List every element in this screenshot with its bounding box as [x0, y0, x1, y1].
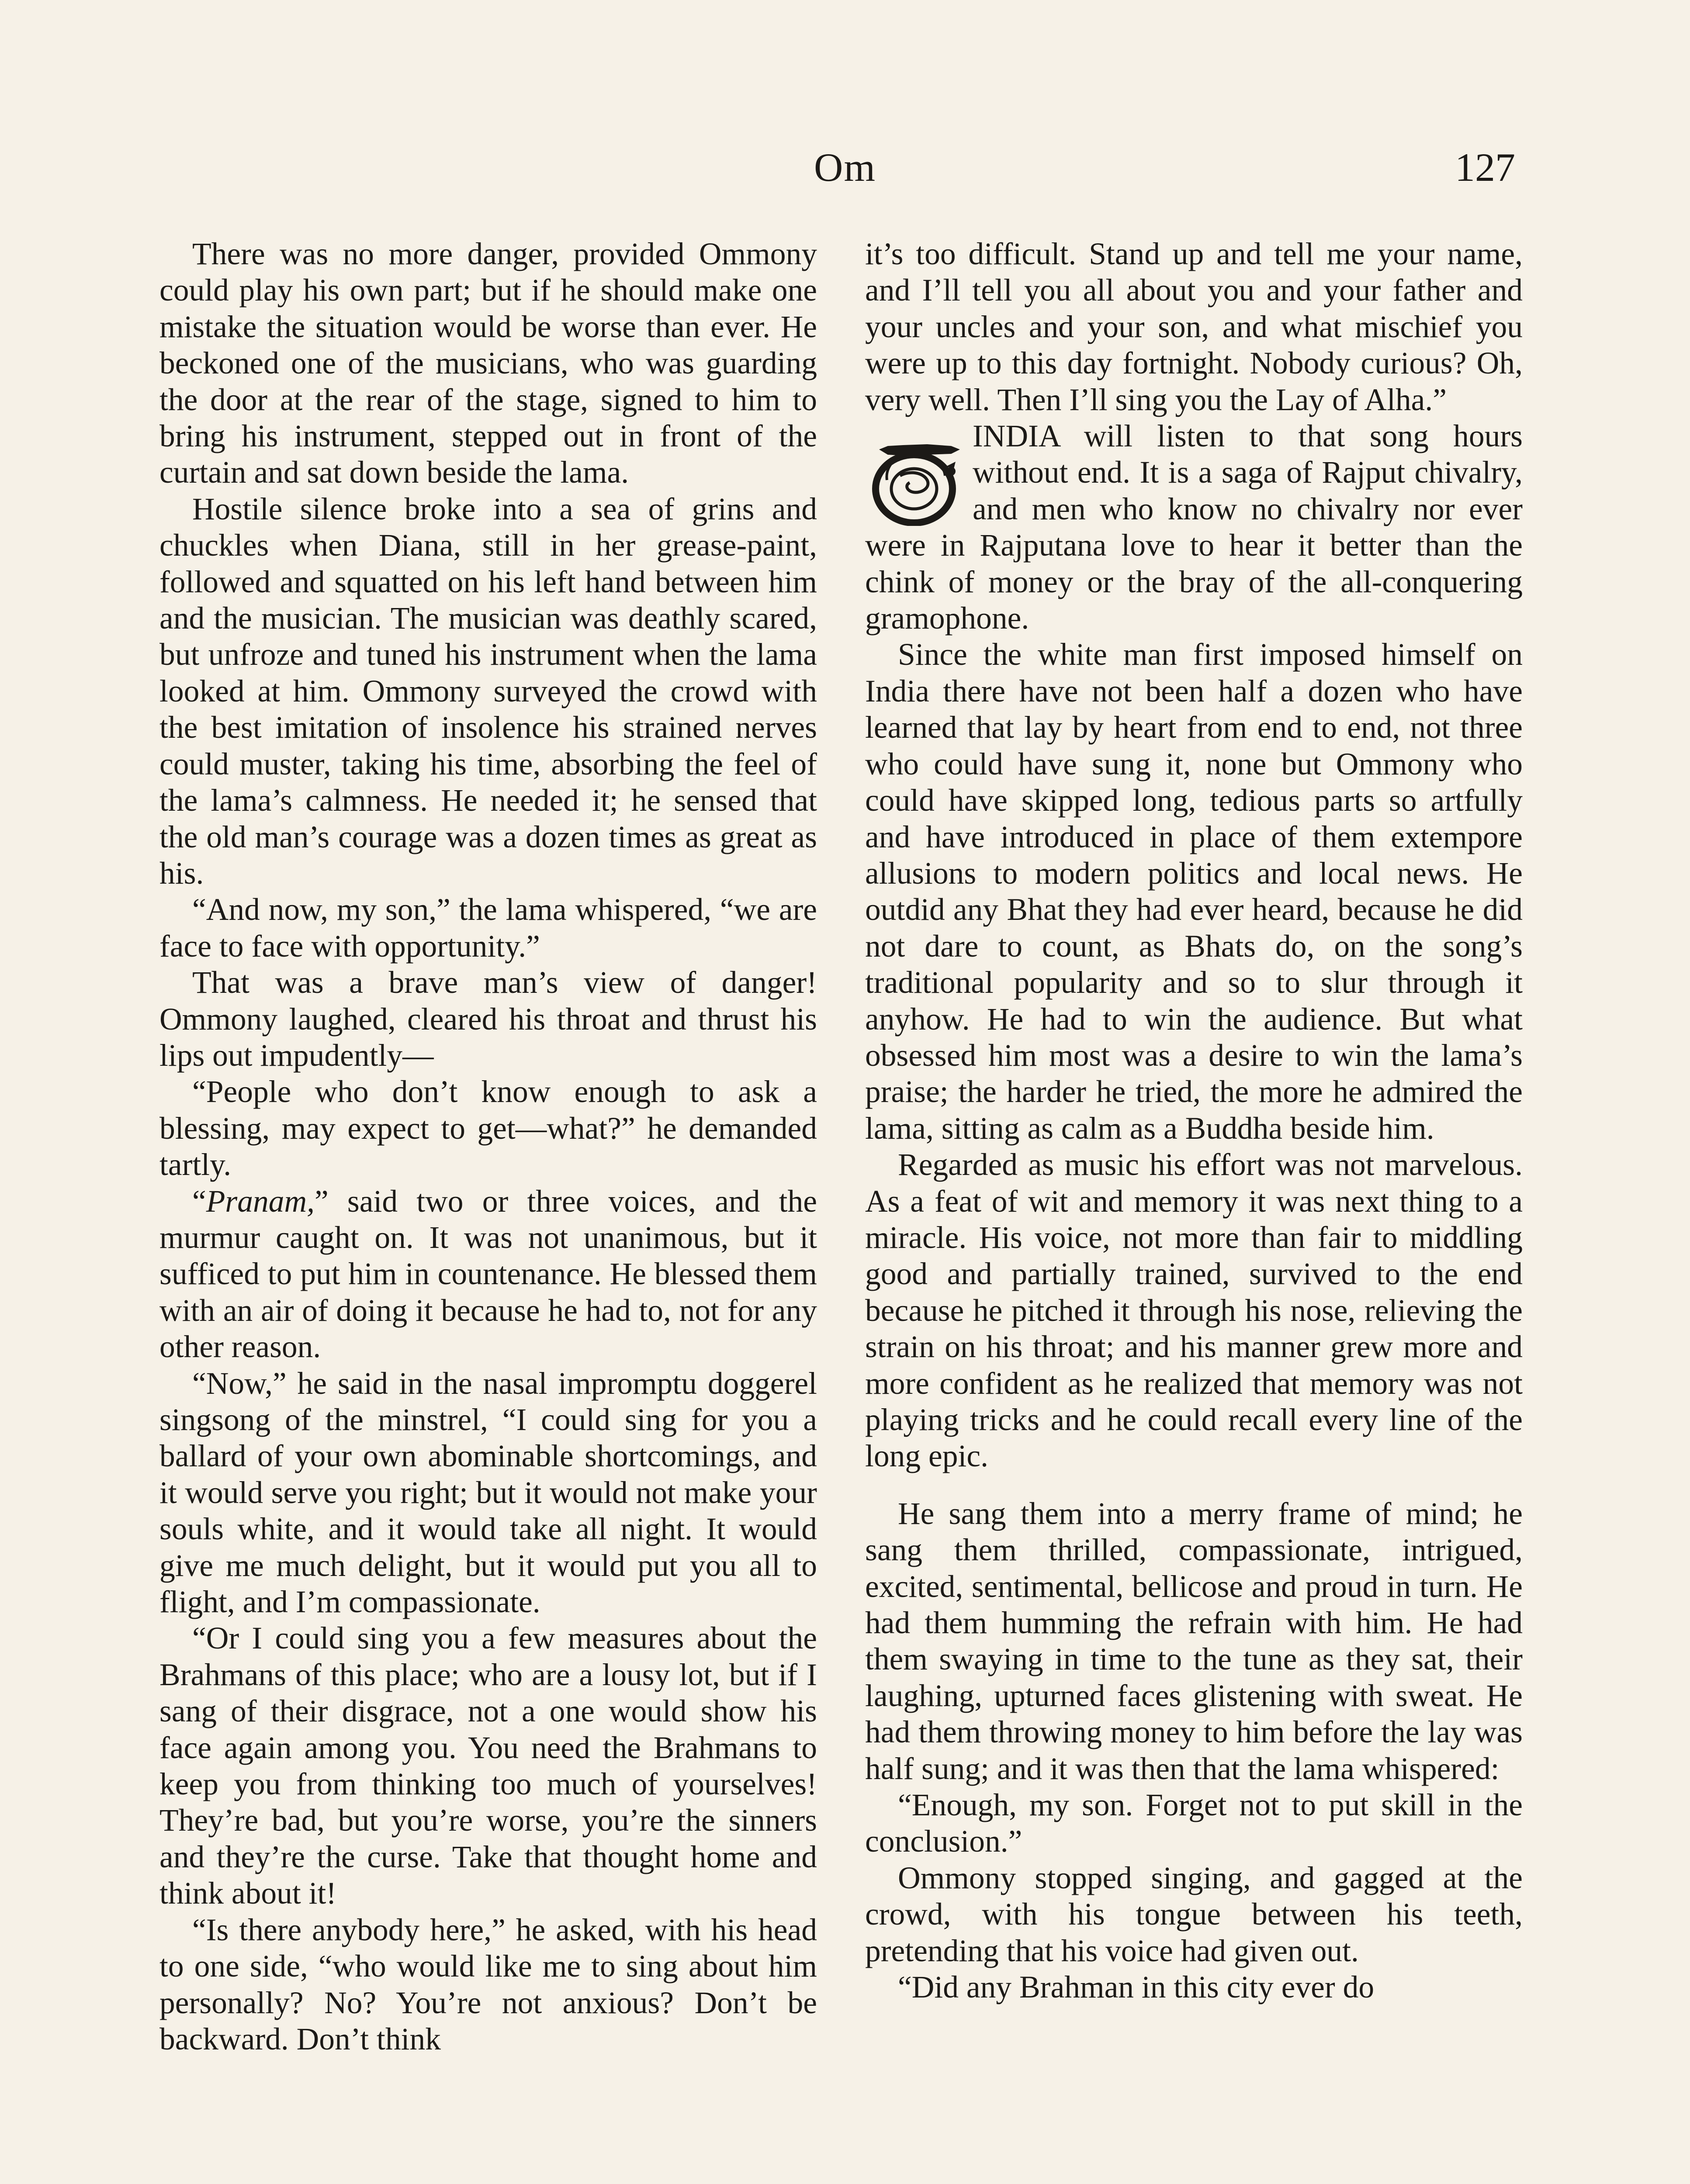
left-column: [159, 236, 817, 2057]
paragraph: There was no more danger, provided Ommony could play his own part; but if he should make one mistake the situation would be worse than ever. He beckoned one of the musicians, who was guarding the door at the rear of the stage, signed to him to bring his instrument, stepped out in front of the curtain and sat down beside the lama.: [159, 237, 817, 490]
ornamental-o-icon: [862, 419, 966, 526]
paragraph-rest: ” said two or three voices, and the murmur caught on. It was not unanimous, but it sufficed to put him in countenance. He blessed them with an air of doing it because he had to, not for any other reason.: [159, 1184, 817, 1365]
dropcap-paragraph: [862, 418, 1523, 636]
paragraph: “People who don’t know enough to ask a blessing, may expect to get—what?” he demanded tartly.: [159, 1075, 817, 1182]
page-header: [0, 144, 1690, 205]
paragraph: That was a brave man’s view of danger! Ommony laughed, cleared his throat and thrust his lips out impudently—: [159, 965, 817, 1073]
quote-open: “: [192, 1184, 206, 1219]
running-title: Om: [814, 145, 876, 190]
paragraph: Ommony stopped singing, and gagged at the crowd, with his tongue between his teeth, pretending that his voice had given out.: [865, 1860, 1523, 1968]
paragraph: He sang them into a merry frame of mind; he sang them thrilled, compassionate, intrigued, excited, sentimental, bellicose and proud in turn. He had them humming the refrain with him. He had them swaying in time to the tune as they sat, their laughing, upturned faces glistening with sweat. He had them throwing money to him before the lay was half sung; and it was then that the lama whispered:: [865, 1496, 1523, 1786]
paragraph: Hostile silence broke into a sea of grins and chuckles when Diana, still in her grease-paint, followed and squatted on his left hand between him and the musician. The musician was deathly scared, but unfroze and tuned his instrument when the lama looked at him. Ommony surveyed the crowd with the best imitation of insolence his strained nerves could muster, taking his time, absorbing the feel of the lama’s calmness. He needed it; he sensed that the old man’s courage was a dozen times as great as his.: [159, 491, 817, 891]
paragraph: “Enough, my son. Forget not to put skill in the conclusion.”: [865, 1788, 1523, 1859]
paragraph: “Did any Brahman in this city ever do: [898, 1970, 1375, 2005]
paragraph-pranam: [159, 1183, 817, 1365]
paragraph: Since the white man first imposed himself on India there have not been half a dozen who have learned that lay by heart from end to end, not three who could have sung it, none but Ommony who could have skipped long, tedious parts so artfully and have introduced in place of them extempore allusions to modern politics and local news. He outdid any Bhat they had ever heard, because he did not dare to count, as Bhats do, on the song’s traditional popularity and so to slur through it anyhow. He had to win the audience. But what obsessed him most was a desire to win the lama’s praise; the harder he tried, the more he admired the lama, sitting as calm as a Buddha beside him.: [865, 637, 1523, 1146]
paragraph: Regarded as music his effort was not marvelous. As a feat of wit and memory it was next thing to a miracle. His voice, not more than fair to middling good and partially trained, survived to the end because he pitched it through his nose, relieving the strain on his throat; and his manner grew more and more confident as he realized that memory was not playing tricks and he could recall every line of the long epic.: [865, 1147, 1523, 1474]
paragraph: “Is there anybody here,” he asked, with his head to one side, “who would like me to sing about him personally? No? You’re not anxious? Don’t be backward. Don’t think: [159, 1912, 817, 2056]
dropcap-text: INDIA will listen to that song hours without end. It is a saga of Rajput chivalry, and men who know no chivalry nor ever were in Rajputana love to hear it better than the chink of money or the bray of the all-conquering gramophone.: [865, 419, 1523, 636]
paragraph: “And now, my son,” the lama whispered, “we are face to face with opportunity.”: [159, 892, 817, 964]
dropcap-ornament: [862, 419, 966, 526]
page-number: 127: [1455, 145, 1515, 190]
pranam-word: Pranam,: [206, 1184, 315, 1219]
paragraph-continued: it’s too difficult. Stand up and tell me your name, and I’ll tell you all about you and your father and your uncles and your son, and what mischief you were up to this day fortnight. Nobody curious? Oh, very well. Then I’ll sing you the Lay of Alha.”: [865, 237, 1523, 417]
right-column: [862, 236, 1523, 2006]
paragraph: “Or I could sing you a few measures about the Brahmans of this place; who are a lousy lot, but if I sang of their disgrace, not a one would show his face again among you. You need the Brahmans to keep you from thinking too much of yourselves! They’re bad, but you’re worse, you’re the sinners and they’re the curse. Take that thought home and think about it!: [159, 1621, 817, 1911]
paragraph: “Now,” he said in the nasal impromptu doggerel singsong of the minstrel, “I could sing for you a ballard of your own abominable shortcomings, and it would serve you right; but it would not make your souls white, and it would take all night. It would give me much delight, but it would put you all to flight, and I’m compassionate.: [159, 1366, 817, 1620]
